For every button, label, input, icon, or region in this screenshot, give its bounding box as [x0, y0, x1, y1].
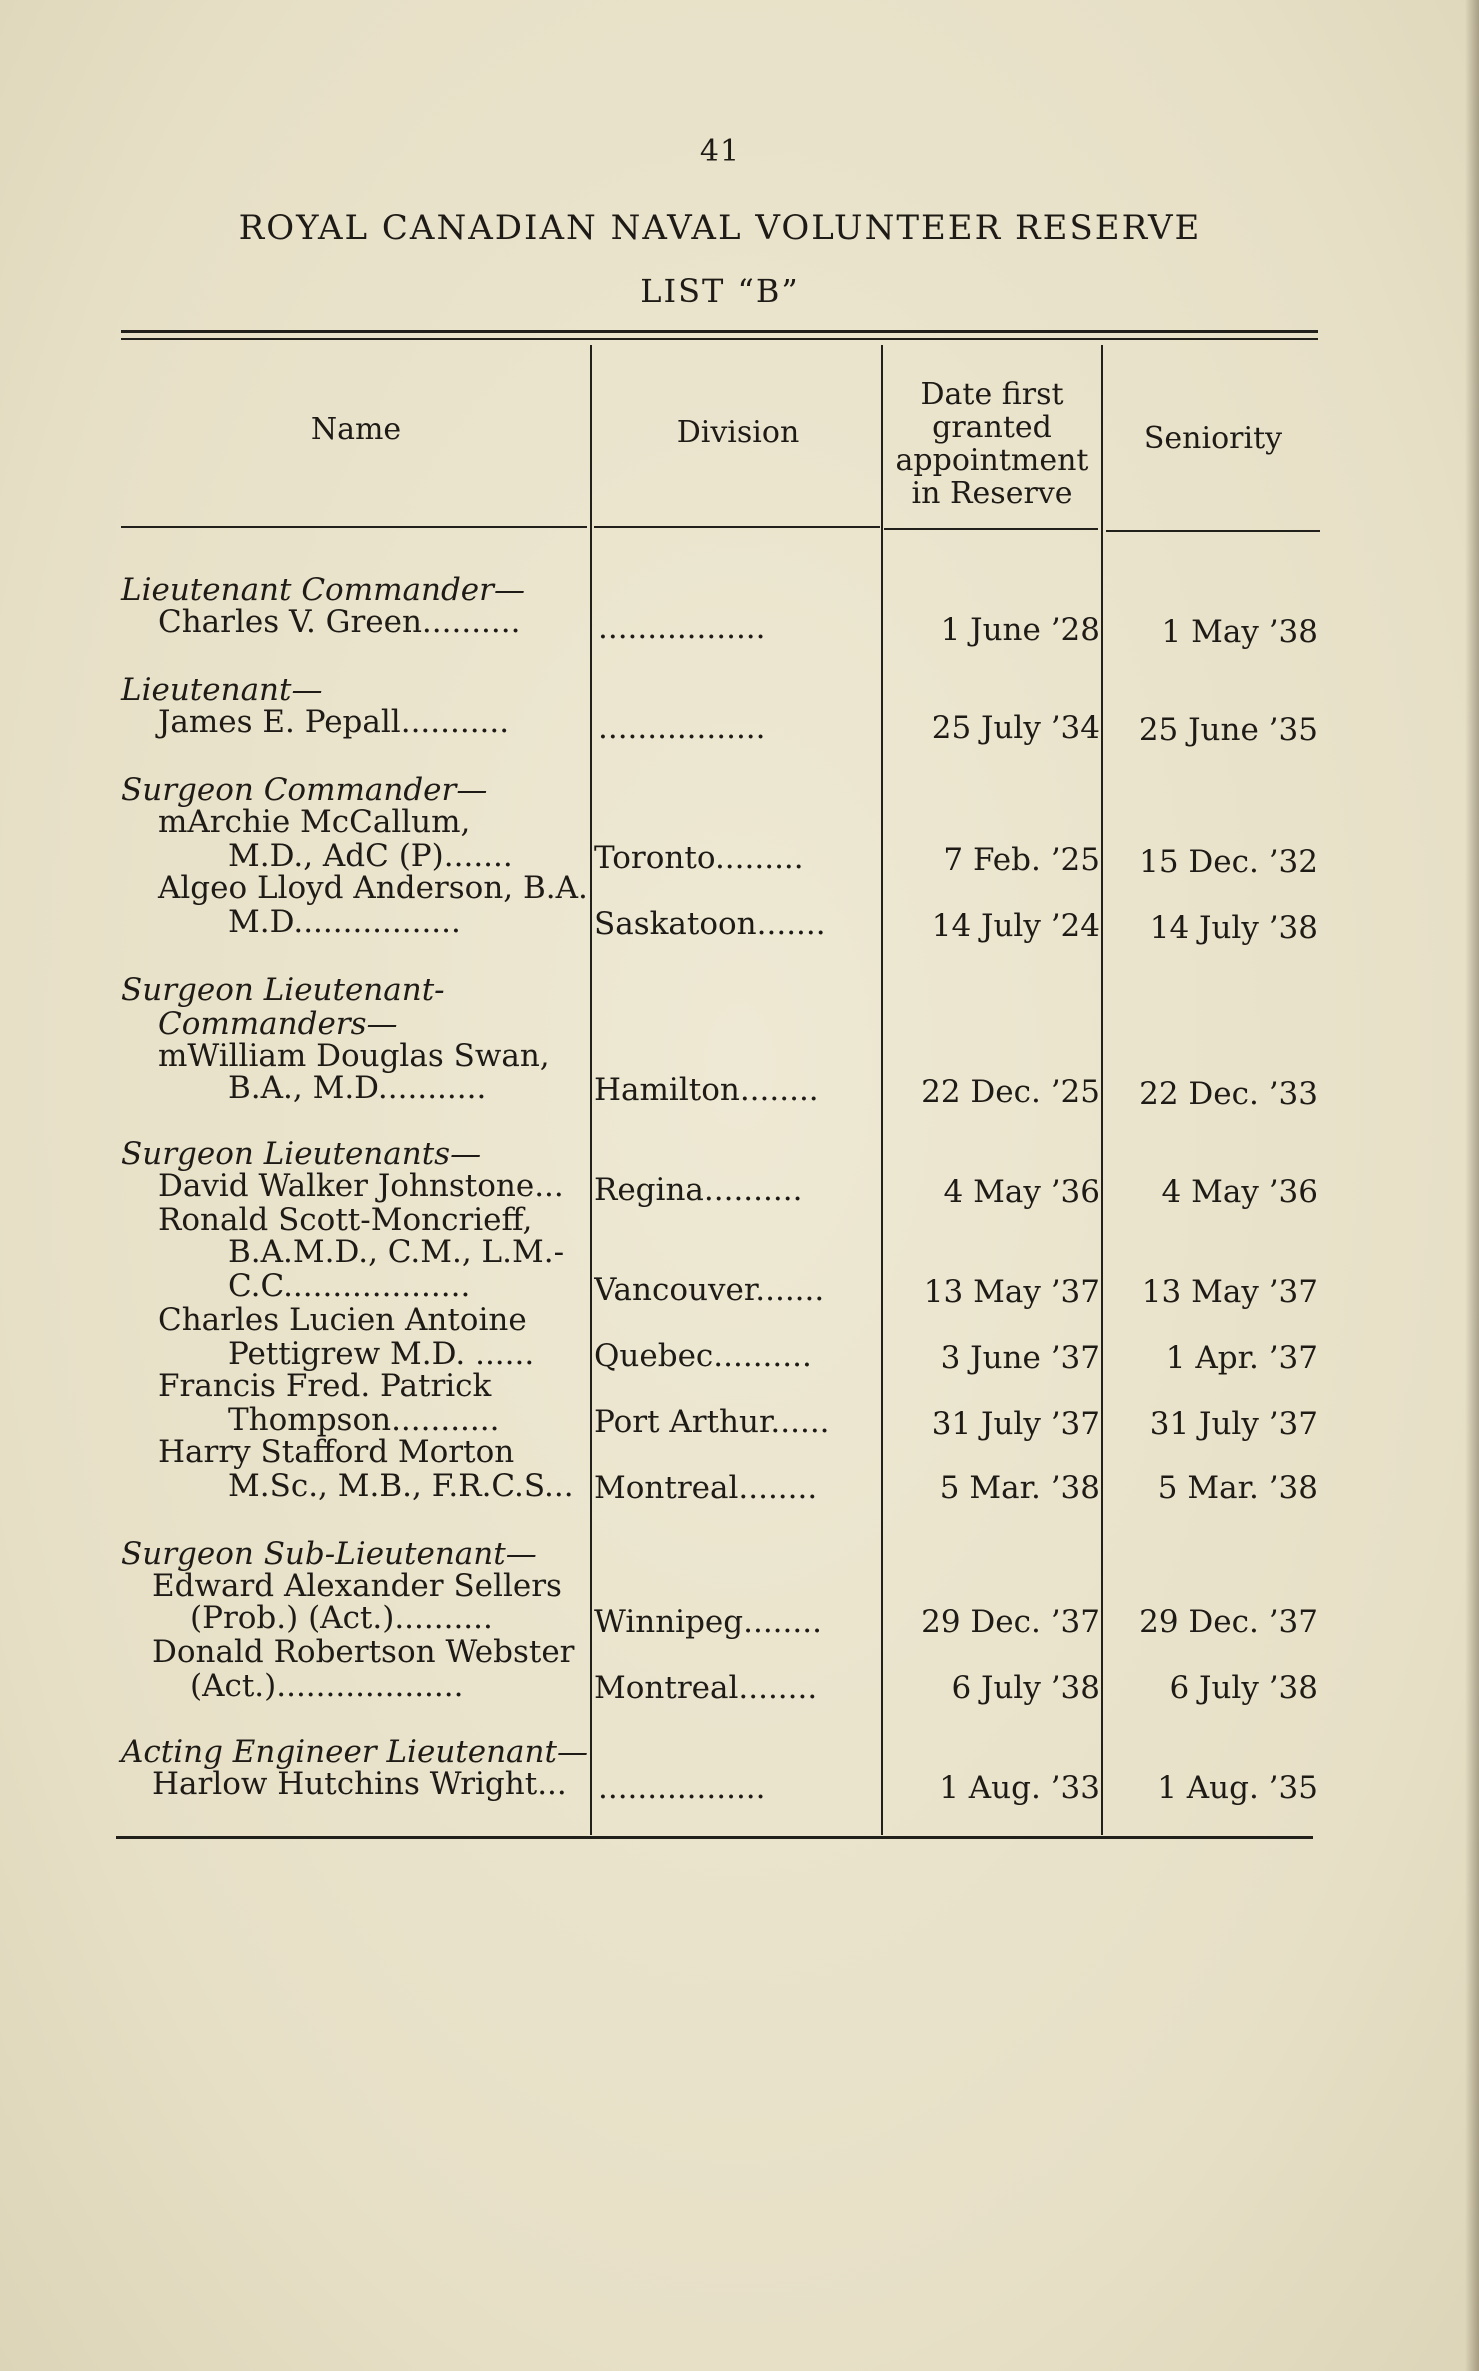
- column-divider: [1101, 345, 1103, 1835]
- officer-name: Ronald Scott-Moncrieff,: [158, 1202, 533, 1238]
- column-divider: [881, 345, 883, 1835]
- column-header-seniority: Seniority: [1143, 421, 1283, 456]
- date-first-appointment: 25 July ’34: [931, 710, 1100, 746]
- rank-heading: Surgeon Lieutenant-: [121, 972, 445, 1008]
- date-first-appointment: 14 July ’24: [931, 908, 1100, 944]
- seniority-date: 1 Aug. ’35: [1157, 1770, 1318, 1806]
- seniority-date: 1 Apr. ’37: [1165, 1340, 1318, 1376]
- top-rule-thin: [121, 338, 1318, 340]
- date-first-appointment: 1 June ’28: [940, 612, 1100, 648]
- officer-qualifications: B.A.M.D., C.M., L.M.-: [228, 1234, 565, 1270]
- officer-name: Francis Fred. Patrick: [158, 1368, 492, 1404]
- officer-name: Edward Alexander Sellers: [152, 1568, 562, 1604]
- officer-qualifications: B.A., M.D...........: [228, 1070, 487, 1106]
- column-divider: [590, 345, 592, 1835]
- page-title: ROYAL CANADIAN NAVAL VOLUNTEER RESERVE: [238, 208, 1202, 248]
- date-first-appointment: 5 Mar. ’38: [939, 1470, 1100, 1506]
- rank-heading-continued: Commanders—: [158, 1006, 398, 1042]
- officer-name: Donald Robertson Webster: [152, 1634, 575, 1670]
- division-name: Saskatoon.......: [594, 906, 826, 942]
- column-header-division: Division: [676, 415, 800, 450]
- seniority-date: 31 July ’37: [1149, 1406, 1318, 1442]
- top-rule: [121, 330, 1318, 333]
- seniority-date: 1 May ’38: [1161, 614, 1318, 650]
- bottom-rule: [116, 1836, 1313, 1839]
- rank-heading: Lieutenant Commander—: [121, 572, 525, 608]
- column-header-name: Name: [310, 412, 402, 447]
- division-name: Winnipeg........: [594, 1604, 822, 1640]
- header-underline: [884, 528, 1098, 530]
- list-subtitle: LIST “B”: [640, 272, 800, 310]
- division-dots: .................: [598, 1770, 766, 1806]
- seniority-date: 13 May ’37: [1141, 1274, 1318, 1310]
- header-underline: [121, 526, 587, 528]
- officer-name: Harlow Hutchins Wright...: [152, 1766, 567, 1802]
- division-name: Montreal........: [594, 1470, 818, 1506]
- date-first-appointment: 13 May ’37: [923, 1274, 1100, 1310]
- date-first-appointment: 1 Aug. ’33: [939, 1770, 1100, 1806]
- header-underline: [1106, 530, 1320, 532]
- division-name: Hamilton........: [594, 1072, 819, 1108]
- seniority-date: 4 May ’36: [1161, 1174, 1318, 1210]
- division-dots: .................: [598, 610, 766, 646]
- division-name: Montreal........: [594, 1670, 818, 1706]
- division-name: Regina..........: [594, 1172, 803, 1208]
- date-first-appointment: 22 Dec. ’25: [921, 1074, 1100, 1110]
- rank-heading: Acting Engineer Lieutenant—: [121, 1734, 588, 1770]
- page-number: 41: [699, 134, 741, 169]
- officer-qualifications: Thompson...........: [228, 1402, 500, 1438]
- division-name: Vancouver.......: [594, 1272, 825, 1308]
- seniority-date: 6 July ’38: [1169, 1670, 1318, 1706]
- officer-name: Harry Stafford Morton: [158, 1434, 515, 1470]
- officer-qualifications: (Act.)...................: [190, 1668, 464, 1704]
- officer-name: mWilliam Douglas Swan,: [158, 1038, 550, 1074]
- seniority-date: 25 June ’35: [1138, 712, 1318, 748]
- rank-heading: Surgeon Commander—: [121, 772, 488, 808]
- rank-heading: Lieutenant—: [121, 672, 323, 708]
- officer-name: James E. Pepall...........: [158, 704, 510, 740]
- date-first-appointment: 6 July ’38: [951, 1670, 1100, 1706]
- date-first-appointment: 3 June ’37: [940, 1340, 1100, 1376]
- division-name: Quebec..........: [594, 1338, 812, 1374]
- rank-heading: Surgeon Sub-Lieutenant—: [121, 1536, 537, 1572]
- division-name: Toronto.........: [594, 840, 804, 876]
- officer-qualifications: M.D.................: [228, 904, 461, 940]
- seniority-date: 5 Mar. ’38: [1157, 1470, 1318, 1506]
- rank-heading: Surgeon Lieutenants—: [121, 1136, 482, 1172]
- officer-qualifications: M.D., AdC (P).......: [228, 838, 513, 874]
- date-first-appointment: 31 July ’37: [931, 1406, 1100, 1442]
- page-edge-shadow: [1465, 0, 1479, 2371]
- date-first-appointment: 4 May ’36: [943, 1174, 1100, 1210]
- officer-name: Charles V. Green..........: [158, 604, 521, 640]
- officer-name: Charles Lucien Antoine: [158, 1302, 527, 1338]
- seniority-date: 22 Dec. ’33: [1139, 1076, 1318, 1112]
- seniority-date: 29 Dec. ’37: [1139, 1604, 1318, 1640]
- seniority-date: 15 Dec. ’32: [1139, 844, 1318, 880]
- date-first-appointment: 7 Feb. ’25: [943, 842, 1100, 878]
- date-first-appointment: 29 Dec. ’37: [921, 1604, 1100, 1640]
- seniority-date: 14 July ’38: [1149, 910, 1318, 946]
- officer-name: mArchie McCallum,: [158, 804, 471, 840]
- officer-name: David Walker Johnstone...: [158, 1168, 564, 1204]
- officer-name: Algeo Lloyd Anderson, B.A.: [158, 870, 588, 906]
- division-dots: .................: [598, 710, 766, 746]
- division-name: Port Arthur......: [594, 1404, 830, 1440]
- officer-qualifications: M.Sc., M.B., F.R.C.S...: [228, 1468, 574, 1504]
- officer-qualifications: (Prob.) (Act.)..........: [190, 1600, 493, 1636]
- header-underline: [594, 526, 880, 528]
- officer-qualifications: Pettigrew M.D. ......: [228, 1336, 535, 1372]
- officer-qualifications: C.C...................: [228, 1268, 471, 1304]
- column-header-date-first: Date first granted appointment in Reserve: [895, 377, 1089, 511]
